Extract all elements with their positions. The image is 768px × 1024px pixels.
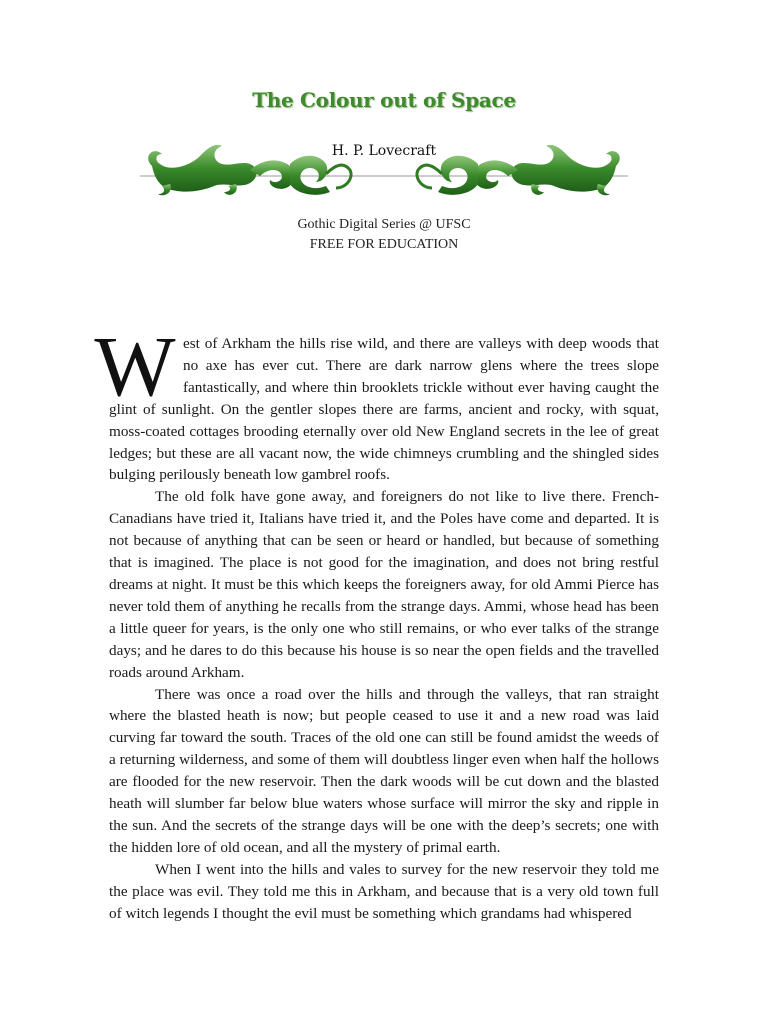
story-text xyxy=(94,318,659,924)
paragraph-text: est of Arkham the hills rise wild, and there are valleys with deep woods that no axe has ever cut. There are dark narrow glens where the trees slope fantastically, and where thin brooklets trickle without ever having caught the glint of sunlight. On the gentler slopes there are farms, ancient and rocky, with squat, moss-coated cottages brooding eternally over old New England secrets in the lee of great ledges; but these are all vacant now, the wide chimneys crumbling and the shingled sides bulging perilously beneath low gambrel roofs. xyxy=(109,335,659,484)
license-line: FREE FOR EDUCATION xyxy=(309,237,459,252)
series-info xyxy=(0,215,768,255)
document-author: H. P. Lovecraft xyxy=(331,143,437,159)
series-line: Gothic Digital Series @ UFSC xyxy=(297,217,471,232)
paragraph: There was once a road over the hills and through the valleys, that ran straight where the blasted heath is now; but people ceased to use it and a new road was laid curving far toward the south. Traces of the old one can still be found amidst the weeds of a returning wilderness, and some of them will doubtless linger even when half the hollows are flooded for the new reservoir. Then the dark woods will be cut down and the blasted heath will slumber far below blue waters whose surface will mirror the sky and ripple in the sun. And the secrets of the strange days will be one with the deep’s secrets; one with the hidden lore of old ocean, and all the mystery of primal earth. xyxy=(109,685,659,856)
drop-cap: W xyxy=(94,318,176,414)
paragraph xyxy=(94,318,659,486)
paragraph: When I went into the hills and vales to survey for the new reservoir they told me the place was evil. They told me this in Arkham, and because that is a very old town full of witch legends I thought the evil must be something which grandams had whispered xyxy=(109,860,659,922)
document-title: The Colour out of Space xyxy=(252,88,516,112)
paragraph: The old folk have gone away, and foreigners do not like to live there. French-Canadians have tried it, Italians have tried it, and the Poles have come and departed. It is not because of anything that can be seen or heard or handled, but because of something that is imagined. The place is not good for the imagination, and does not bring restful dreams at night. It must be this which keeps the foreigners away, for old Ammi Pierce has never told them of anything he recalls from the strange days. Ammi, whose head has been a little queer for years, is the only one who still remains, or who ever talks of the strange days; and he dares to do this because his house is so near the open fields and the travelled roads around Arkham. xyxy=(109,488,659,681)
